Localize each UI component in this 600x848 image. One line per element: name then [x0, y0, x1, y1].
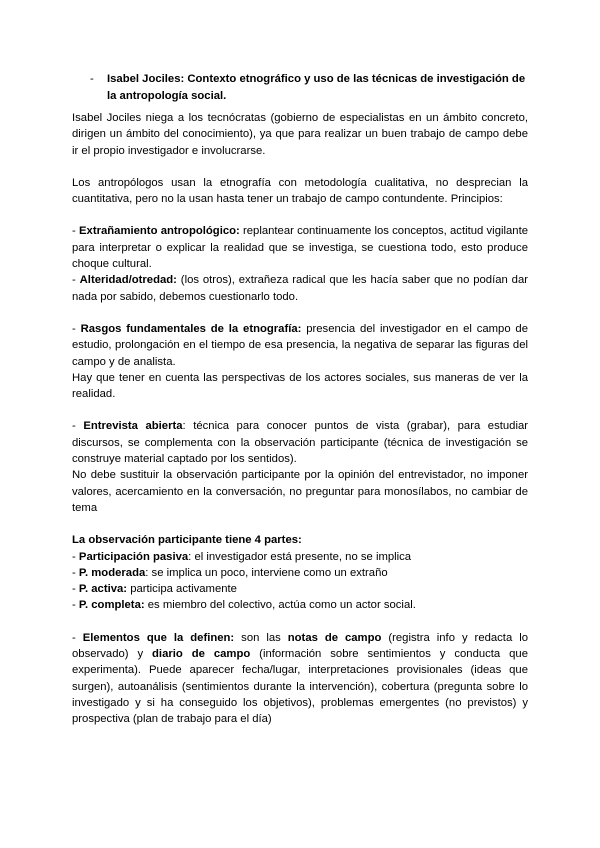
- anthropologists-paragraph: Los antropólogos usan la etnografía con metodología cualitativa, no desprecian la cuantitativa, pero no la usan hasta tener un trabajo de campo contundente. Principios:: [72, 176, 528, 206]
- open-interview: [72, 418, 528, 467]
- interview-dash: -: [72, 420, 84, 433]
- document-body: [72, 110, 528, 728]
- traits-term: Rasgos fundamentales de la etnografía:: [80, 322, 302, 335]
- observation-title: La observación participante tiene 4 partes:: [72, 534, 302, 547]
- defining-elements: - Elementos que la definen: son las notas de campo (registra info y redacta lo observado) y diario de campo (información sobre sentimientos y conducta que experimenta). Puede aparecer fecha/lugar, interpretaciones provisionales (ideas que surgen), autoanálisis (sentimientos durante la intervención), cobertura (pregunta sobre lo investigado y si ha conseguido los objetivos), problemas emergentes (no previstos) y prospectiva (plan de trabajo para el día): [72, 631, 528, 726]
- traits-extra: Hay que tener en cuenta las perspectivas de los actores sociales, sus maneras de ver la realidad.: [72, 371, 528, 401]
- traits-dash: -: [72, 322, 81, 335]
- traits-text: presencia del investigador en el campo de estudio, prolongación en el tiempo de esa presencia, la negativa de separar las figuras del campo y de analista.: [72, 322, 528, 368]
- observation-item: - P. completa: es miembro del colectivo, actúa como un actor social.: [72, 599, 416, 612]
- ethnography-traits: [72, 321, 528, 370]
- principle-otherness: [72, 272, 528, 305]
- interview-extra: No debe sustituir la observación participante por la opinión del entrevistador, no imponer valores, acercamiento en la conversación, no preguntar para monosílabos, no cambiar de tema: [72, 469, 528, 514]
- interview-text: : técnica para conocer puntos de vista (grabar), para estudiar discursos, se complementa con la observación participante (técnica de investigación se construye material captado por los sentidos).: [72, 420, 528, 466]
- field-diary-term: diario de campo: [152, 648, 251, 661]
- field-notes-term: notas de campo: [287, 631, 382, 644]
- observation-item: - P. moderada: se implica un poco, interviene como un extraño: [72, 566, 388, 579]
- principle-text: (los otros), extrañeza radical que les hacía saber que no podían dar nada por sabido, debemos cuestionarlo todo.: [72, 274, 528, 303]
- interview-term: Entrevista abierta: [83, 420, 183, 433]
- heading-text: Isabel Jociles: Contexto etnográfico y uso de las técnicas de investigación de la antropología social.: [107, 73, 526, 102]
- principle-text: replantear continuamente los conceptos, actitud vigilante para interpretar o explicar la realidad que se investiga, se cuestiona todo, esto produce choque cultural.: [72, 225, 528, 271]
- principle-estrangement: [72, 223, 528, 272]
- principle-term: Extrañamiento antropológico:: [79, 225, 240, 238]
- intro-paragraph: Isabel Jociles niega a los tecnócratas (gobierno de especialistas en un ámbito concreto, dirigen un ámbito del conocimiento), ya que para realizar un buen trabajo de campo debe ir el propio investigador e involucrarse.: [72, 112, 528, 157]
- section-heading: [90, 71, 530, 105]
- principle-term: Alteridad/otredad:: [79, 274, 177, 287]
- heading-bullet: -: [90, 73, 94, 85]
- elements-term: Elementos que la definen:: [82, 631, 235, 644]
- observation-item: - P. activa: participa activamente: [72, 583, 237, 596]
- principle-dash: -: [72, 225, 79, 238]
- observation-item: - Participación pasiva: el investigador está presente, no se implica: [72, 550, 412, 563]
- principle-dash: -: [72, 274, 80, 287]
